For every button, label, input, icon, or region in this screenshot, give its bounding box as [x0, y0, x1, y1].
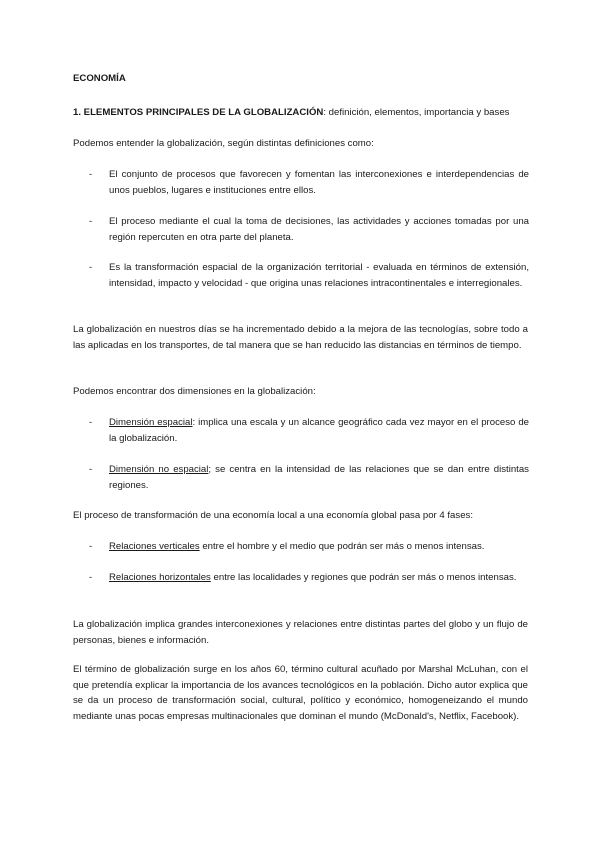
bullet-dash: -	[89, 169, 93, 180]
intro-paragraph: Podemos entender la globalización, según distintas definiciones como:	[73, 138, 374, 149]
mcluhan-paragraph: El término de globalización surge en los años 60, término cultural acuñado por Marshal McLuhan, con el que pretendía explicar la importancia de los avances tecnológicos en la población. Dicho autor explica que se da un proceso de transformación social, cultural, político y económico, homogeneizando el mundo mediante unas pocas empresas multinacionales que dominan el mundo (McDonald's, Netflix, Facebook).	[73, 664, 528, 722]
bullet-dash: -	[89, 417, 93, 428]
definition-text-1: El conjunto de procesos que favorecen y fomentan las interconexiones e interdependencias de unos pueblos, lugares e instituciones entre ellos.	[109, 169, 529, 196]
phase-desc-1: entre el hombre y el medio que podrán ser más o menos intensas.	[199, 541, 485, 552]
dimension-term-1: Dimensión espacial	[109, 417, 193, 428]
phase-text-2	[109, 570, 529, 586]
dimension-desc-2: ; se centra en la intensidad de las relaciones que se dan entre distintas regiones.	[109, 464, 529, 491]
section-heading-bold: 1. ELEMENTOS PRINCIPALES DE LA GLOBALIZACIÓN	[73, 107, 324, 118]
phase-term-2: Relaciones horizontales	[109, 572, 211, 583]
bullet-dash: -	[89, 464, 93, 475]
interconnection-paragraph: La globalización implica grandes interconexiones y relaciones entre distintas partes del globo y un flujo de personas, bienes e información.	[73, 619, 528, 646]
phase-text-1	[109, 539, 529, 555]
section-heading-subtitle: : definición, elementos, importancia y bases	[323, 107, 510, 118]
definition-text-3: Es la transformación espacial de la organización territorial - evaluada en términos de extensión, intensidad, impacto y velocidad - que origina unas relaciones intracontinentales e interregionales.	[109, 262, 529, 289]
bullet-dash: -	[89, 262, 93, 273]
technology-paragraph: La globalización en nuestros días se ha incrementado debido a la mejora de las tecnologías, sobre todo a las aplicadas en los transportes, de tal manera que se han reducido las distancias en términos de tiempo.	[73, 324, 528, 351]
document-title: ECONOMÍA	[73, 73, 126, 84]
bullet-dash: -	[89, 541, 93, 552]
dimension-text-2	[109, 462, 529, 493]
phase-desc-2: entre las localidades y regiones que podrán ser más o menos intensas.	[210, 572, 517, 583]
phase-term-1: Relaciones verticales	[109, 541, 200, 552]
definition-text-2: El proceso mediante el cual la toma de decisiones, las actividades y acciones tomadas por una región repercuten en otra parte del planeta.	[109, 216, 529, 243]
phases-intro: El proceso de transformación de una economía local a una economía global pasa por 4 fases:	[73, 510, 473, 521]
dimension-term-2: Dimensión no espacial	[109, 464, 209, 475]
section-heading	[73, 105, 509, 121]
bullet-dash: -	[89, 216, 93, 227]
dimension-desc-1: : implica una escala y un alcance geográfico cada vez mayor en el proceso de la globalización.	[109, 417, 529, 444]
dimension-text-1	[109, 415, 529, 446]
bullet-dash: -	[89, 572, 93, 583]
dimensions-intro: Podemos encontrar dos dimensiones en la globalización:	[73, 386, 316, 397]
